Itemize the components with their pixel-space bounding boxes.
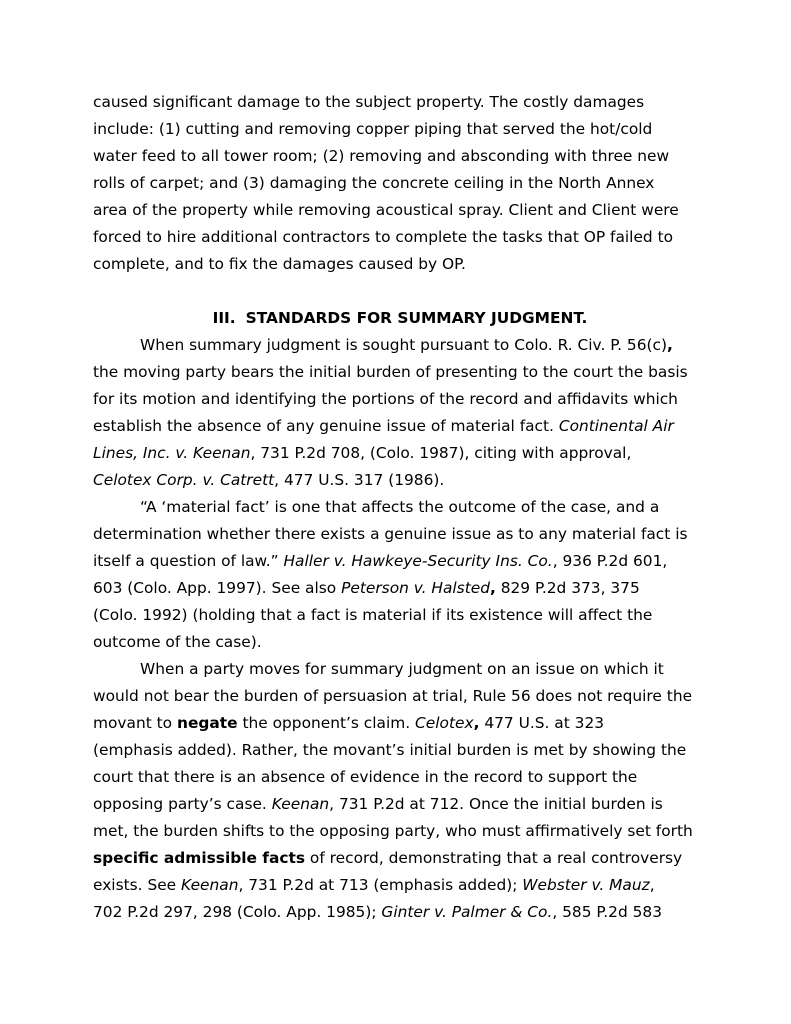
- blank-line: [93, 278, 701, 305]
- text-run: , 731 P.2d at 712. Once the initial burden is: [329, 795, 663, 813]
- case-citation: Peterson v. Halsted: [341, 579, 490, 597]
- text-line: [93, 467, 701, 494]
- case-citation: Lines, Inc. v. Keenan: [93, 444, 251, 462]
- text-line: (emphasis added). Rather, the movant’s initial burden is met by showing the: [93, 741, 687, 759]
- text-line: [93, 899, 701, 926]
- text-line: met, the burden shifts to the opposing party, who must affirmatively set forth: [93, 822, 693, 840]
- text-line: “A ‘material fact’ is one that affects the outcome of the case, and a: [140, 498, 660, 516]
- text-run: 477 U.S. at 323: [479, 714, 605, 732]
- text-run: When summary judgment is sought pursuant to Colo. R. Civ. P. 56(c): [140, 336, 667, 354]
- section-title: STANDARDS FOR SUMMARY JUDGMENT.: [245, 309, 588, 327]
- text-run: , 585 P.2d 583: [552, 903, 663, 921]
- text-run-bold: ,: [473, 714, 480, 732]
- text-run: , 731 P.2d at 713 (emphasis added);: [238, 876, 523, 894]
- emphasis-bold: specific admissible facts: [93, 849, 306, 867]
- text-run: establish the absence of any genuine issue of material fact.: [93, 417, 559, 435]
- paragraph-material-fact: [93, 494, 701, 656]
- section-number: III.: [212, 309, 236, 327]
- text-run: 829 P.2d 373, 375: [495, 579, 640, 597]
- text-line: [93, 332, 701, 359]
- text-line: forced to hire additional contractors to complete the tasks that OP failed to: [93, 228, 674, 246]
- text-line: caused significant damage to the subject property. The costly damages: [93, 93, 645, 111]
- text-run-bold: ,: [489, 579, 496, 597]
- text-run: ,: [649, 876, 655, 894]
- section-heading: [93, 305, 701, 332]
- emphasis-bold: negate: [176, 714, 238, 732]
- paragraph-burden: [93, 656, 701, 926]
- text-line: area of the property while removing acoustical spray. Client and Client were: [93, 201, 679, 219]
- text-run-bold: ,: [666, 336, 673, 354]
- text-line: (Colo. 1992) (holding that a fact is material if its existence will affect the: [93, 606, 653, 624]
- case-citation: Webster v. Mauz: [522, 876, 650, 894]
- text-run: 603 (Colo. App. 1997). See also: [93, 579, 342, 597]
- case-citation: Keenan: [181, 876, 239, 894]
- text-line: water feed to all tower room; (2) removing and absconding with three new: [93, 147, 670, 165]
- text-line: complete, and to fix the damages caused by OP.: [93, 255, 466, 273]
- text-run: exists. See: [93, 876, 182, 894]
- case-citation: Continental Air: [558, 417, 674, 435]
- case-citation: Haller v. Hawkeye-Security Ins. Co.: [283, 552, 553, 570]
- text-line: outcome of the case).: [93, 633, 262, 651]
- text-line: [93, 872, 701, 899]
- text-line: [93, 845, 701, 872]
- text-line: [93, 710, 701, 737]
- text-run: , 731 P.2d 708, (Colo. 1987), citing with approval,: [250, 444, 632, 462]
- text-line: [93, 575, 701, 602]
- text-run: of record, demonstrating that a real controversy: [305, 849, 683, 867]
- text-run: the opponent’s claim.: [237, 714, 416, 732]
- paragraph-intro: [93, 89, 701, 278]
- text-run: 702 P.2d 297, 298 (Colo. App. 1985);: [93, 903, 382, 921]
- text-line: [93, 791, 701, 818]
- text-line: [93, 413, 701, 440]
- text-run: opposing party’s case.: [93, 795, 272, 813]
- text-run: movant to: [93, 714, 177, 732]
- document-body: [93, 89, 701, 926]
- text-line: for its motion and identifying the portions of the record and affidavits which: [93, 390, 678, 408]
- text-line: include: (1) cutting and removing copper piping that served the hot/cold: [93, 120, 653, 138]
- case-citation: Keenan: [271, 795, 330, 813]
- text-line: [93, 440, 701, 467]
- text-run: , 936 P.2d 601,: [552, 552, 668, 570]
- text-line: [93, 548, 701, 575]
- text-line: rolls of carpet; and (3) damaging the concrete ceiling in the North Annex: [93, 174, 655, 192]
- case-citation: Celotex: [415, 714, 474, 732]
- text-run: , 477 U.S. 317 (1986).: [274, 471, 445, 489]
- case-citation: Ginter v. Palmer & Co.: [381, 903, 553, 921]
- text-line: the moving party bears the initial burden of presenting to the court the basis: [93, 363, 688, 381]
- text-line: When a party moves for summary judgment on an issue on which it: [140, 660, 664, 678]
- text-line: determination whether there exists a genuine issue as to any material fact is: [93, 525, 688, 543]
- paragraph-standards: [93, 332, 701, 494]
- text-line: would not bear the burden of persuasion at trial, Rule 56 does not require the: [93, 687, 693, 705]
- text-run: itself a question of law.”: [93, 552, 284, 570]
- text-line: court that there is an absence of evidence in the record to support the: [93, 768, 638, 786]
- case-citation: Celotex Corp. v. Catrett: [93, 471, 275, 489]
